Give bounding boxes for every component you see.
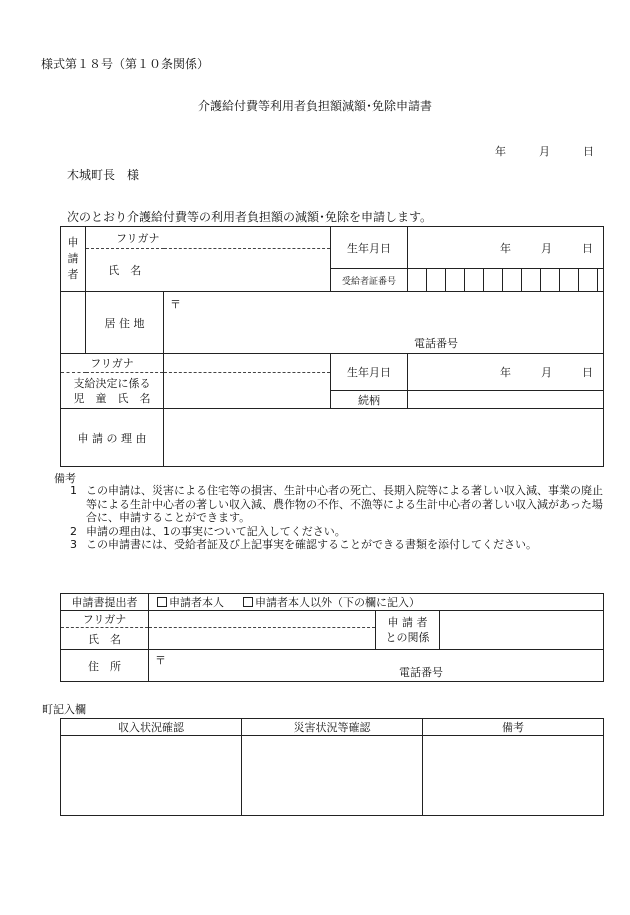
reason-field[interactable] bbox=[164, 409, 604, 467]
notes-heading: 備考 bbox=[54, 472, 76, 485]
applicant-birth-field[interactable] bbox=[408, 227, 604, 269]
date-day: 日 bbox=[583, 145, 594, 158]
date-year: 年 bbox=[495, 145, 506, 158]
child-name-label-line1: 支給決定に係る bbox=[73, 376, 151, 390]
applicant-name-field[interactable] bbox=[164, 249, 331, 292]
relation-label: 続柄 bbox=[331, 391, 408, 409]
child-birth-day: 日 bbox=[582, 366, 594, 379]
submitter-address-label: 住 所 bbox=[61, 650, 149, 682]
submitter-label: 申請書提出者 bbox=[61, 594, 149, 611]
child-name-field[interactable] bbox=[164, 373, 331, 409]
reason-label: 申 請 の 理 由 bbox=[61, 409, 164, 467]
note-text: 申請の理由は、1の事実について記入してください。 bbox=[86, 524, 346, 538]
note-text: この申請は、災害による住宅等の損害、生計中心者の死亡、長期入院等による著しい収入減、事業の廃止等による生計中心者の著しい収入減、農作物の不作、不漁等による生計中心者の著しい収入減があった場合に、申請することができます。 bbox=[86, 484, 603, 524]
submitter-relation-field[interactable] bbox=[440, 611, 604, 650]
applicant-side-filler bbox=[61, 292, 86, 354]
note-number: 1 bbox=[70, 484, 77, 497]
note-item bbox=[70, 484, 610, 525]
intro-text: 次のとおり介護給付費等の利用者負担額の減額･免除を申請します。 bbox=[67, 210, 433, 224]
child-name-label-line2: 児 童 氏 名 bbox=[73, 391, 151, 405]
phone-label: 電話番号 bbox=[414, 337, 458, 350]
submitter-table bbox=[60, 593, 604, 682]
applicant-furigana-label: フリガナ bbox=[116, 231, 160, 245]
submitter-postal-mark: 〒 bbox=[155, 654, 166, 667]
submitter-option-other-label: 申請者本人以外（下の欄に記入） bbox=[255, 596, 420, 609]
submitter-phone-label: 電話番号 bbox=[399, 666, 443, 679]
child-birth-field[interactable] bbox=[408, 354, 604, 391]
submitter-relation-line1: 申 請 者 bbox=[387, 616, 428, 629]
note-text: この申請書には、受給者証及び上記事実を確認することができる書類を添付してください。 bbox=[86, 538, 537, 551]
birth-month: 月 bbox=[541, 241, 553, 255]
applicant-side-char: 請 bbox=[67, 252, 79, 265]
submitter-options bbox=[149, 594, 604, 611]
birth-day: 日 bbox=[582, 241, 594, 255]
submitter-option-self-label: 申請者本人 bbox=[169, 596, 224, 609]
date-month: 月 bbox=[539, 145, 550, 158]
submitter-address-field[interactable] bbox=[149, 650, 604, 682]
note-number: 3 bbox=[70, 538, 77, 551]
page-title: 介護給付費等利用者負担額減額･免除申請書 bbox=[197, 99, 432, 113]
child-birth-month: 月 bbox=[541, 366, 553, 379]
town-section-heading: 町記入欄 bbox=[42, 703, 86, 716]
submitter-relation-line2: との関係 bbox=[385, 631, 430, 644]
town-remarks-field[interactable] bbox=[423, 736, 604, 816]
submitter-name-field[interactable] bbox=[149, 628, 376, 650]
addressee: 木城町長 様 bbox=[67, 168, 140, 182]
child-furigana-field[interactable] bbox=[164, 354, 331, 373]
applicant-name-label: 氏 名 bbox=[86, 249, 164, 292]
submitter-furigana-label: フリガナ bbox=[61, 611, 149, 628]
submitter-option-self[interactable] bbox=[157, 596, 224, 609]
applicant-furigana-row[interactable] bbox=[86, 227, 331, 249]
town-column-remarks: 備考 bbox=[423, 719, 604, 736]
child-birth-year: 年 bbox=[500, 366, 512, 379]
applicant-table bbox=[60, 226, 604, 467]
form-number: 様式第１８号（第１０条関係） bbox=[41, 57, 210, 71]
submitter-relation-label bbox=[376, 611, 440, 650]
applicant-side-label bbox=[61, 227, 86, 292]
date-line bbox=[495, 143, 594, 159]
relation-field[interactable] bbox=[408, 391, 604, 409]
child-furigana-label: フリガナ bbox=[61, 354, 164, 373]
checkbox-icon[interactable] bbox=[243, 597, 253, 607]
note-number: 2 bbox=[70, 524, 77, 538]
applicant-birth-label: 生年月日 bbox=[331, 227, 408, 269]
town-table bbox=[60, 718, 604, 816]
submitter-name-label: 氏 名 bbox=[61, 628, 149, 650]
postal-mark: 〒 bbox=[170, 298, 181, 311]
applicant-side-char: 者 bbox=[67, 268, 79, 281]
recipient-cert-label: 受給者証番号 bbox=[331, 269, 408, 292]
recipient-cert-field[interactable] bbox=[408, 269, 604, 292]
notes-list bbox=[70, 484, 610, 552]
child-name-label bbox=[61, 373, 164, 409]
town-disaster-field[interactable] bbox=[242, 736, 423, 816]
submitter-furigana-field[interactable] bbox=[149, 611, 376, 628]
town-column-income: 収入状況確認 bbox=[61, 719, 242, 736]
address-label: 居 住 地 bbox=[86, 292, 164, 354]
birth-year: 年 bbox=[500, 241, 512, 255]
note-item bbox=[70, 538, 610, 552]
note-item bbox=[70, 525, 610, 539]
checkbox-icon[interactable] bbox=[157, 597, 167, 607]
town-income-field[interactable] bbox=[61, 736, 242, 816]
applicant-side-char: 申 bbox=[67, 236, 79, 249]
town-column-disaster: 災害状況等確認 bbox=[242, 719, 423, 736]
submitter-option-other[interactable] bbox=[243, 596, 420, 609]
address-field[interactable] bbox=[164, 292, 604, 354]
child-birth-label: 生年月日 bbox=[331, 354, 408, 391]
